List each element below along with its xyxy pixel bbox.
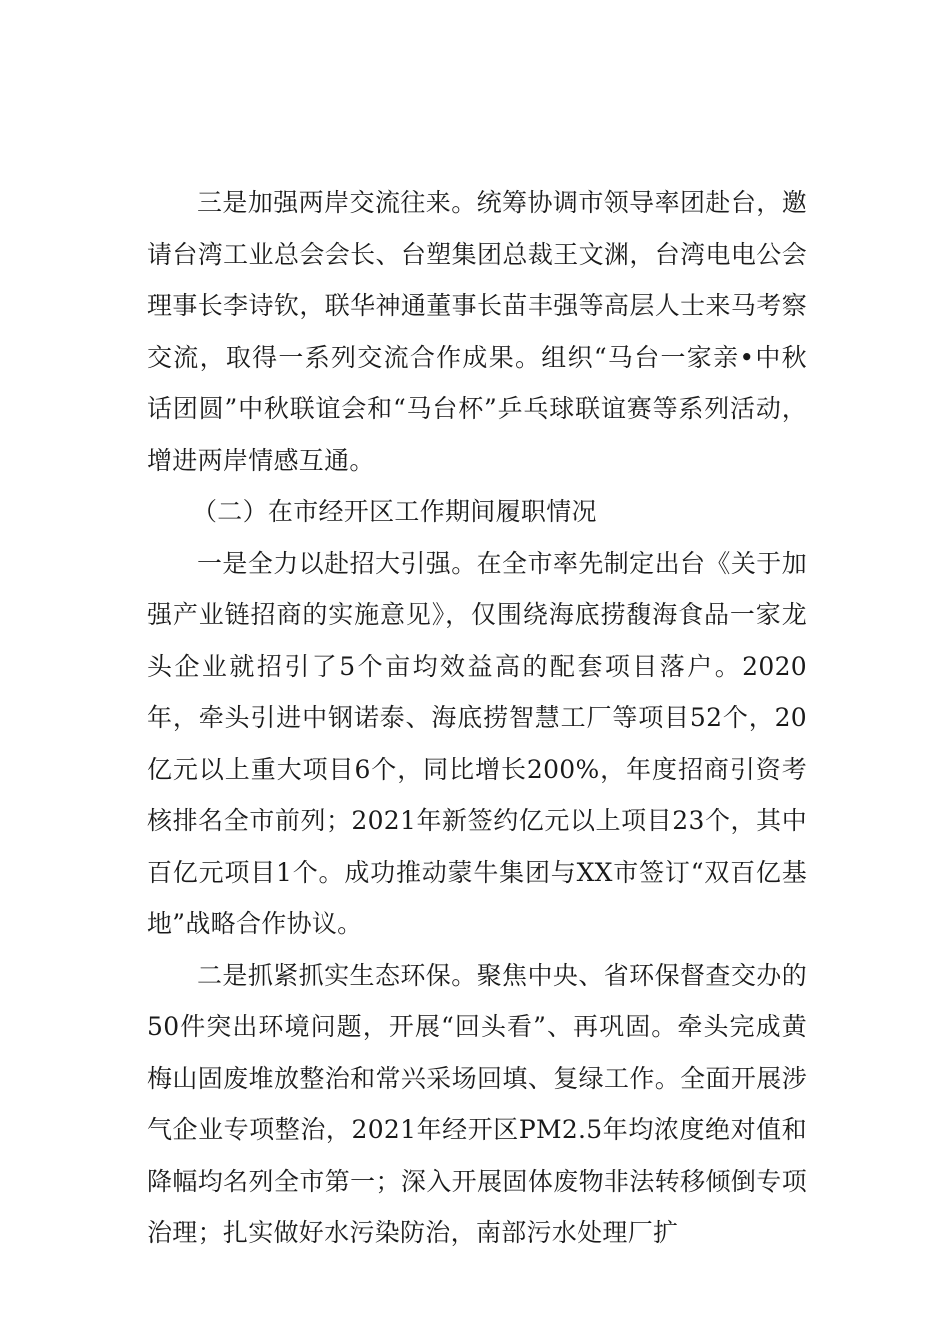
paragraph-environment: 二是抓紧抓实生态环保。聚焦中央、省环保督查交办的50件突出环境问题，开展“回头看”、再巩固。牵头完成黄梅山固废堆放整治和常兴采场回填、复绿工作。全面开展涉气企业专项整治，2021年经开区PM2.5年均浓度绝对值和降幅均名列全市第一；深入开展固体废物非法转移倾倒专项治理；扎实做好水污染防治，南部污水处理厂扩 xyxy=(147,960,807,1247)
section-heading: （二）在市经开区工作期间履职情况 xyxy=(192,497,597,526)
body-text xyxy=(147,177,807,1259)
paragraph-cross-strait-exchange: 三是加强两岸交流往来。统筹协调市领导率团赴台，邀请台湾工业总会会长、台塑集团总裁王文渊，台湾电电公会理事长李诗钦，联华神通董事长苗丰强等高层人士来马考察交流，取得一系列交流合作成果。组织“马台一家亲•中秋话团圆”中秋联谊会和“马台杯”乒乓球联谊赛等系列活动，增进两岸情感互通。 xyxy=(147,188,807,475)
paragraph-investment: 一是全力以赴招大引强。在全市率先制定出台《关于加强产业链招商的实施意见》，仅围绕海底捞馥海食品一家龙头企业就招引了5个亩均效益高的配套项目落户。2020年，牵头引进中钢诺泰、海底捞智慧工厂等项目52个，20亿元以上重大项目6个，同比增长200%，年度招商引资考核排名全市前列；2021年新签约亿元以上项目23个，其中百亿元项目1个。成功推动蒙牛集团与XX市签订“双百亿基地”战略合作协议。 xyxy=(147,548,807,938)
